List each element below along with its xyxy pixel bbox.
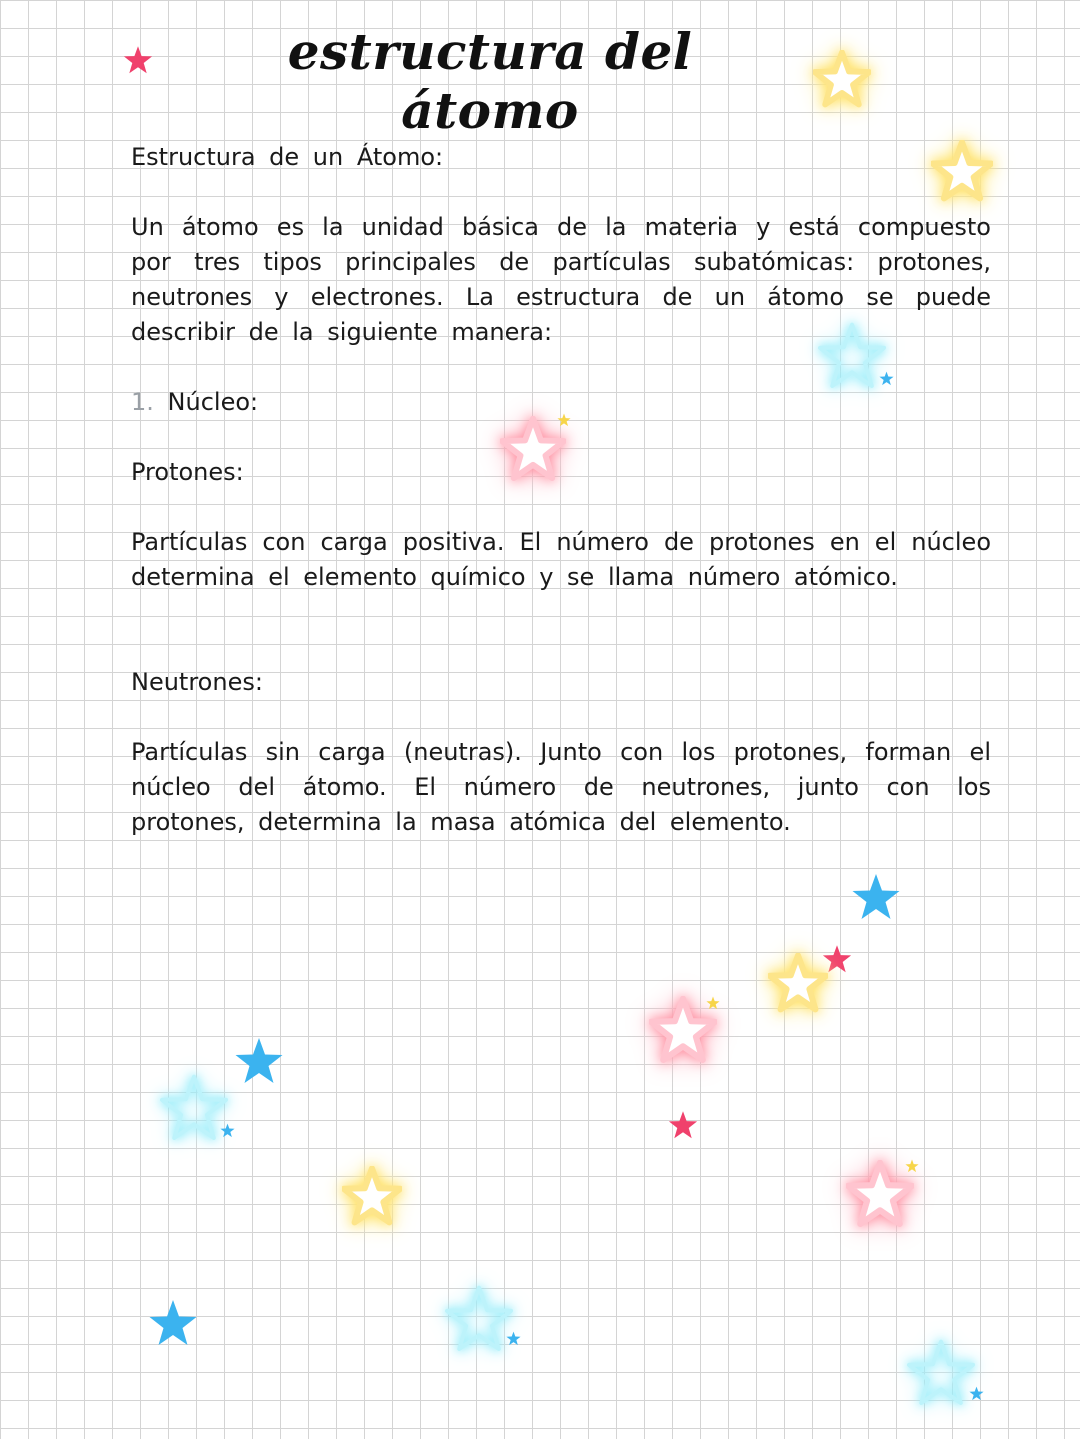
glowing-pink-star-icon bbox=[846, 1160, 914, 1228]
small-yellow-star-icon bbox=[557, 413, 571, 427]
protones-paragraph: Partículas con carga positiva. El número de protones en el núcleo determina el elemento químico y se llama número atómico. bbox=[131, 528, 991, 591]
small-blue-star-icon bbox=[220, 1123, 235, 1138]
pink-star-icon bbox=[668, 1110, 698, 1140]
blue-star-icon bbox=[148, 1298, 198, 1348]
list-label: Núcleo: bbox=[167, 388, 259, 416]
small-yellow-star-icon bbox=[706, 996, 720, 1010]
outline-cyan-star-icon bbox=[818, 322, 886, 390]
protones-heading: Protones: bbox=[131, 458, 244, 486]
glowing-yellow-star-icon bbox=[342, 1166, 402, 1226]
neutrones-paragraph: Partículas sin carga (neutras). Junto con los protones, forman el núcleo del átomo. El número de neutrones, junto con los protones, determina la masa atómica del elemento. bbox=[131, 738, 991, 836]
neutrones-heading: Neutrones: bbox=[131, 668, 263, 696]
intro-paragraph: Un átomo es la unidad básica de la materia y está compuesto por tres tipos principales de partículas subatómicas: protones, neutrones y electrones. La estructura de un átomo se puede describir de la siguiente manera: bbox=[131, 213, 991, 346]
outline-cyan-star-icon bbox=[907, 1339, 975, 1407]
blue-star-icon bbox=[851, 872, 901, 922]
glowing-yellow-star-icon bbox=[768, 953, 828, 1013]
blue-star-icon bbox=[234, 1036, 284, 1086]
small-blue-star-icon bbox=[879, 371, 894, 386]
outline-cyan-star-icon bbox=[160, 1074, 228, 1142]
glowing-yellow-star-icon bbox=[813, 50, 871, 108]
small-blue-star-icon bbox=[969, 1386, 984, 1401]
section-heading: Estructura de un Átomo: bbox=[131, 143, 444, 171]
glowing-yellow-star-icon bbox=[931, 140, 993, 202]
page-title: estructura del átomo bbox=[287, 22, 693, 140]
small-yellow-star-icon bbox=[905, 1159, 919, 1173]
outline-cyan-star-icon bbox=[445, 1285, 513, 1353]
pink-star-icon bbox=[123, 45, 153, 75]
list-number: 1. bbox=[131, 388, 154, 416]
note-content bbox=[131, 140, 991, 840]
small-blue-star-icon bbox=[506, 1331, 521, 1346]
